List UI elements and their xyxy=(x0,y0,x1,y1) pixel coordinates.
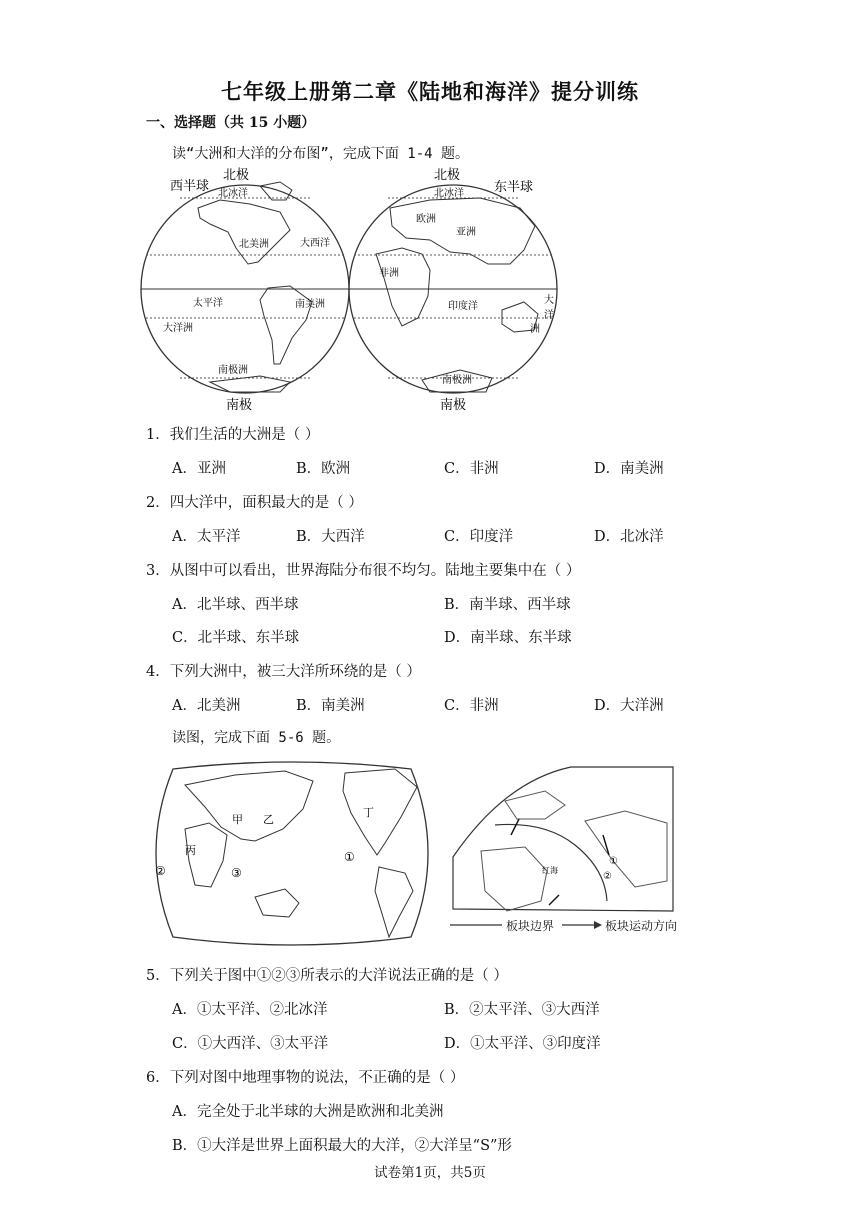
q4-option-d[interactable]: D．大洋洲 xyxy=(594,698,664,714)
q5-option-d[interactable]: D．①太平洋、③印度洋 xyxy=(444,1036,601,1052)
q2-option-a[interactable]: A．太平洋 xyxy=(172,529,241,545)
q3-option-a[interactable]: A．北半球、西半球 xyxy=(172,597,299,613)
west-hemisphere-label: 西半球 xyxy=(170,179,210,194)
q1-option-b[interactable]: B．欧洲 xyxy=(296,461,351,477)
direction-legend-head xyxy=(594,921,602,929)
atlantic-ocean-label: 大西洋 xyxy=(300,238,330,249)
label-ding: 丁 xyxy=(363,806,374,819)
q6-option-a[interactable]: A．完全处于北半球的大洲是欧洲和北美洲 xyxy=(172,1104,444,1120)
plate-arrow-1 xyxy=(511,819,519,835)
region-label-2: ② xyxy=(603,871,612,882)
direction-legend-arrow xyxy=(560,918,604,932)
question-4: 4．下列大洲中，被三大洋所环绕的是（ ） xyxy=(146,664,421,680)
q4-option-b[interactable]: B．南美洲 xyxy=(296,698,365,714)
oceania-right-label-1: 大 xyxy=(544,295,554,306)
africa-shape xyxy=(376,248,430,326)
page-title: 七年级上册第二章《陆地和海洋》提分训练 xyxy=(221,79,639,104)
intro-1-4: 读“大洲和大洋的分布图”，完成下面 1-4 题。 xyxy=(172,146,469,162)
north-america-label: 北美洲 xyxy=(239,239,269,250)
q2-option-c[interactable]: C．印度洋 xyxy=(444,529,514,545)
eastern-hemisphere xyxy=(349,167,557,413)
q3-option-b[interactable]: B．南半球、西半球 xyxy=(444,597,571,613)
plate-boundaries-map xyxy=(445,761,685,936)
eurasia-map2-shape xyxy=(185,771,313,841)
antarctica-left-label: 南极洲 xyxy=(218,365,248,376)
label-yi: 乙 xyxy=(263,813,274,826)
east-hemisphere-label: 东半球 xyxy=(494,180,534,195)
legend-direction-label: 板块运动方向 xyxy=(605,919,678,933)
region-label-1: ① xyxy=(609,856,618,867)
ocean-label-1: ① xyxy=(344,850,355,864)
q2-option-b[interactable]: B．大西洋 xyxy=(296,529,365,545)
south-america-map2-shape xyxy=(375,867,413,937)
australia-map2-shape xyxy=(255,889,299,917)
world-oceans-map xyxy=(145,757,440,949)
plate-map-frame xyxy=(453,767,673,911)
legend-boundary-label: 板块边界 xyxy=(506,919,555,933)
europe-label: 欧洲 xyxy=(416,214,436,225)
q4-option-c[interactable]: C．非洲 xyxy=(444,698,499,714)
north-america-shape xyxy=(198,200,290,264)
greenland-shape xyxy=(260,182,292,200)
south-america-label: 南美洲 xyxy=(295,299,325,310)
q2-option-d[interactable]: D．北冰洋 xyxy=(594,529,664,545)
oceania-left-label: 大洋洲 xyxy=(163,323,193,334)
plate-arrow-3 xyxy=(603,835,609,855)
page-footer: 试卷第1页，共5页 xyxy=(374,1165,486,1181)
arctic-ocean-right-label: 北冰洋 xyxy=(434,188,464,199)
label-jia: 甲 xyxy=(232,813,243,826)
arctic-ocean-left-label: 北冰洋 xyxy=(218,188,248,199)
oceania-right-label-2: 洋 xyxy=(544,310,554,321)
antarctica-right-label: 南极洲 xyxy=(442,375,472,386)
indian-ocean-label: 印度洋 xyxy=(448,301,478,312)
ocean-label-2: ② xyxy=(155,864,166,878)
western-hemisphere xyxy=(141,167,349,413)
world-map-outline xyxy=(156,762,428,945)
q4-option-a[interactable]: A．北美洲 xyxy=(172,698,241,714)
q5-option-b[interactable]: B．②太平洋、③大西洋 xyxy=(444,1002,600,1018)
label-bing: 丙 xyxy=(185,844,196,857)
plate-arrow-2 xyxy=(549,895,559,905)
plate-boundary-line xyxy=(495,824,607,901)
section-heading: 一、选择题（共 15 小题） xyxy=(146,115,316,131)
question-1: 1．我们生活的大洲是（ ） xyxy=(146,427,320,443)
question-3: 3．从图中可以看出，世界海陆分布很不均匀。陆地主要集中在（ ） xyxy=(146,563,581,579)
boundary-legend-line xyxy=(448,918,504,932)
q3-option-c[interactable]: C．北半球、东半球 xyxy=(172,630,300,646)
q3-option-d[interactable]: D．南半球、东半球 xyxy=(444,630,572,646)
europe-map3-shape xyxy=(505,791,565,819)
oceania-right-label-3: 洲 xyxy=(530,324,540,335)
q1-option-c[interactable]: C．非洲 xyxy=(444,461,499,477)
q5-option-a[interactable]: A．①太平洋、②北冰洋 xyxy=(172,1002,328,1018)
north-pole-left-label: 北极 xyxy=(223,168,250,183)
question-6: 6．下列对图中地理事物的说法，不正确的是（ ） xyxy=(146,1070,465,1086)
south-america-shape xyxy=(260,286,312,364)
q6-option-b[interactable]: B．①大洋是世界上面积最大的大洋，②大洋呈“S”形 xyxy=(172,1138,512,1154)
hemispheres-map xyxy=(140,160,560,420)
red-sea-label: 红海 xyxy=(542,866,558,875)
asia-label: 亚洲 xyxy=(456,227,476,238)
south-pole-right-label: 南极 xyxy=(440,398,467,413)
question-5: 5．下列关于图中①②③所表示的大洋说法正确的是（ ） xyxy=(146,968,508,984)
south-pole-left-label: 南极 xyxy=(226,398,253,413)
q1-option-a[interactable]: A．亚洲 xyxy=(172,461,226,477)
intro-5-6: 读图，完成下面 5-6 题。 xyxy=(172,730,341,746)
north-pole-right-label: 北极 xyxy=(434,168,461,183)
asia-map3-shape xyxy=(585,811,667,887)
ocean-label-3: ③ xyxy=(231,866,242,880)
question-2: 2．四大洋中，面积最大的是（ ） xyxy=(146,495,363,511)
africa-label: 非洲 xyxy=(379,268,399,279)
pacific-ocean-label: 太平洋 xyxy=(193,298,223,309)
north-america-map2-shape xyxy=(343,769,417,855)
q1-option-d[interactable]: D．南美洲 xyxy=(594,461,664,477)
africa-map3-shape xyxy=(481,847,547,911)
q5-option-c[interactable]: C．①大西洋、③太平洋 xyxy=(172,1036,329,1052)
